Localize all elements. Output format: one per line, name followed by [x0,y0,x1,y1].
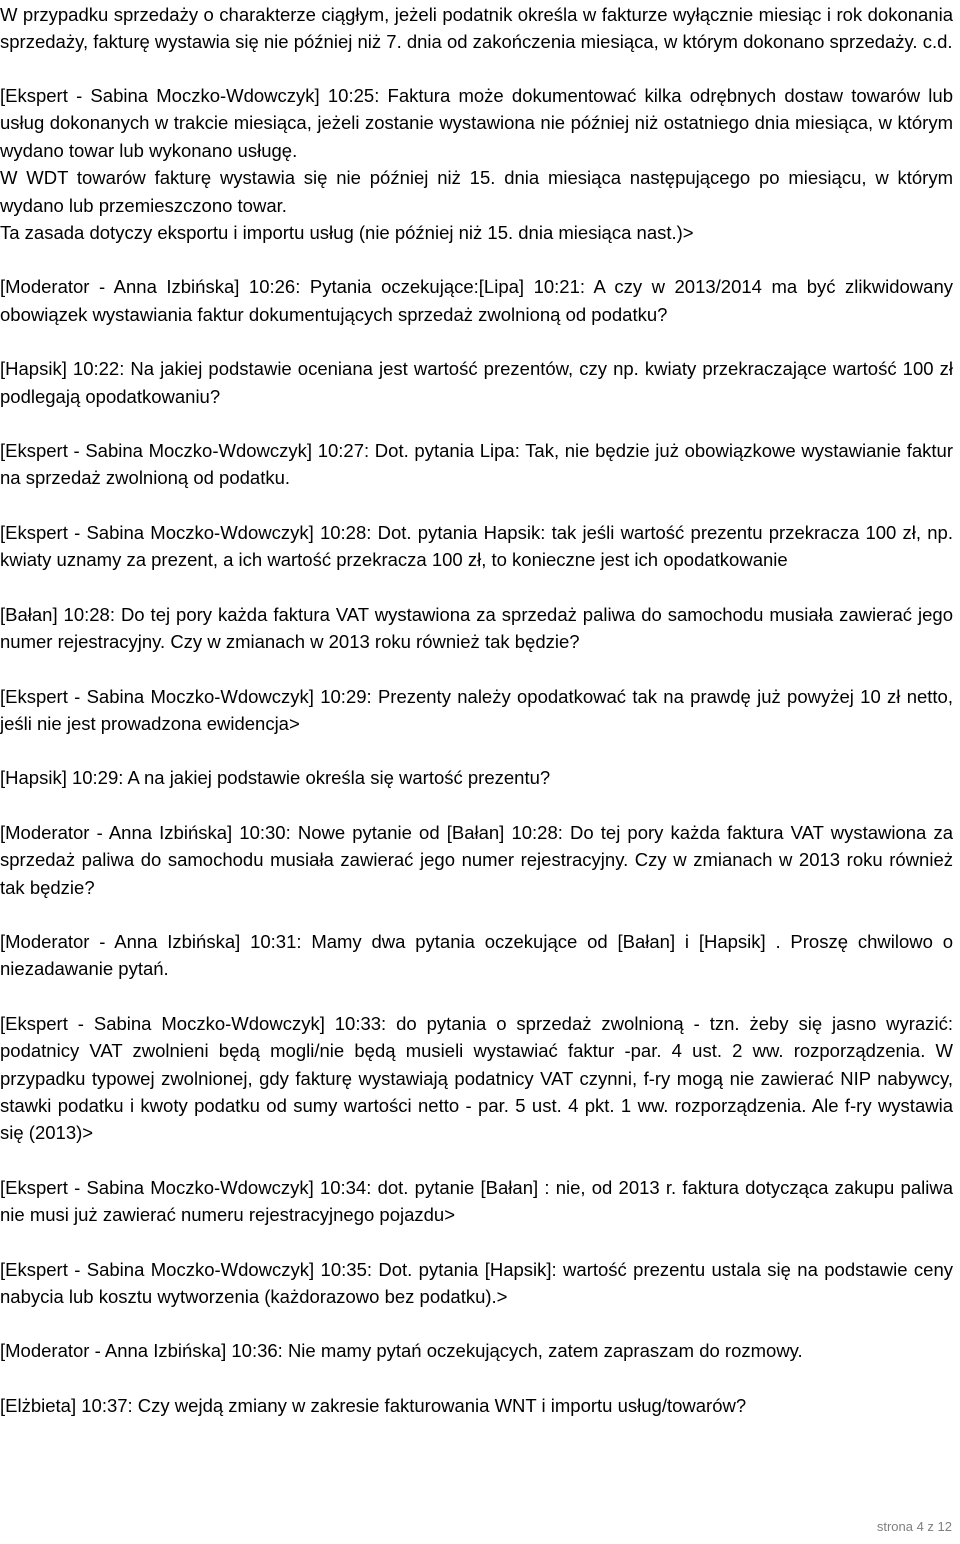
message-expert-1029: [Ekspert - Sabina Moczko-Wdowczyk] 10:29: Prezenty należy opodatkować tak na prawdę już powyżej 10 zł netto, jeśli nie jest prowadzona ewidencja> [0,685,953,734]
message-moderator-1030: [Moderator - Anna Izbińska] 10:30: Nowe pytanie od [Bałan] 10:28: Do tej pory każda faktura VAT wystawiona za sprzedaż paliwa do samochodu musiała zawierać jego numer rejestracyjny. Czy w zmianach w 2013 roku również tak będzie? [0,821,953,898]
page-number-footer: strona 4 z 12 [876,1519,952,1534]
message-expert-1033: [Ekspert - Sabina Moczko-Wdowczyk] 10:33: do pytania o sprzedaż zwolnioną - tzn. żeby się jasno wyrazić: podatnicy VAT zwolnieni będą mogli/nie będą musieli wystawiać faktur -par. 4 ust. 2 ww. rozporządzenia. W przypadku typowej zwolnionej, gdy fakturę wystawiają podatnicy VAT czynni, f-ry mogą nie zawierać NIP nabywcy, stawki podatku i kwoty podatku od sumy wartości netto - par. 5 ust. 4 pkt. 1 ww. rozporządzenia. Ale f-ry wystawia się (2013)> [0,1012,953,1144]
message-expert-1028: [Ekspert - Sabina Moczko-Wdowczyk] 10:28: Dot. pytania Hapsik: tak jeśli wartość prezentu przekracza 100 zł, np. kwiaty uznamy za prezent, a ich wartość przekracza 100 zł, to konieczne jest ich opodatkowanie [0,521,953,571]
message-hapsik-1022: [Hapsik] 10:22: Na jakiej podstawie oceniana jest wartość prezentów, czy np. kwiaty przekraczające wartość 100 zł podlegają opodatkowaniu? [0,358,953,407]
message-elzbieta-1037: [Elżbieta] 10:37: Czy wejdą zmiany w zakresie fakturowania WNT i importu usług/towarów? [0,1394,747,1416]
message-expert-1025-line-3: Ta zasada dotyczy eksportu i importu usług (nie później niż 15. dnia miesiąca nast.)> [0,222,694,244]
message-expert-1025 [0,82,953,246]
intro-paragraph: W przypadku sprzedaży o charakterze ciągłym, jeżeli podatnik określa w fakturze wyłącznie miesiąc i rok dokonania sprzedaży, fakturę wystawia się nie później niż 7. dnia od zakończenia miesiąca, w którym dokonano sprzedaży. c.d. [0,4,953,52]
message-moderator-1036: [Moderator - Anna Izbińska] 10:36: Nie mamy pytań oczekujących, zatem zapraszam do rozmowy. [0,1340,803,1362]
message-balan-1028: [Bałan] 10:28: Do tej pory każda faktura VAT wystawiona za sprzedaż paliwa do samochodu musiała zawierać jego numer rejestracyjny. Czy w zmianach w 2013 roku również tak będzie? [0,603,953,653]
message-expert-1034: [Ekspert - Sabina Moczko-Wdowczyk] 10:34: dot. pytanie [Bałan] : nie, od 2013 r. faktura dotycząca zakupu paliwa nie musi już zawierać numeru rejestracyjnego pojazdu> [0,1176,953,1226]
message-moderator-1031: [Moderator - Anna Izbińska] 10:31: Mamy dwa pytania oczekujące od [Bałan] i [Hapsik] . Proszę chwilowo o niezadawanie pytań. [0,930,953,980]
message-expert-1025-line-2: W WDT towarów fakturę wystawia się nie później niż 15. dnia miesiąca następującego po miesiącu, w którym wydano lub przemieszczono towar. [0,167,953,216]
message-expert-1027: [Ekspert - Sabina Moczko-Wdowczyk] 10:27: Dot. pytania Lipa: Tak, nie będzie już obowiązkowe wystawianie faktur na sprzedaż zwolnioną od podatku. [0,440,953,489]
message-hapsik-1029: [Hapsik] 10:29: A na jakiej podstawie określa się wartość prezentu? [0,767,551,789]
message-moderator-1026: [Moderator - Anna Izbińska] 10:26: Pytania oczekujące:[Lipa] 10:21: A czy w 2013/2014 ma być zlikwidowany obowiązek wystawiania faktur dokumentujących sprzedaż zwolnioną od podatku? [0,276,953,325]
message-expert-1025-line-1: [Ekspert - Sabina Moczko-Wdowczyk] 10:25: Faktura może dokumentować kilka odrębnych dostaw towarów lub usług dokonanych w trakcie miesiąca, jeżeli zostanie wystawiona nie później niż ostatniego dnia miesiąca, w którym wydano towar lub wykonano usługę. [0,85,953,161]
message-expert-1035: [Ekspert - Sabina Moczko-Wdowczyk] 10:35: Dot. pytania [Hapsik]: wartość prezentu ustala się na podstawie ceny nabycia lub kosztu wytworzenia (każdorazowo bez podatku).> [0,1258,953,1307]
